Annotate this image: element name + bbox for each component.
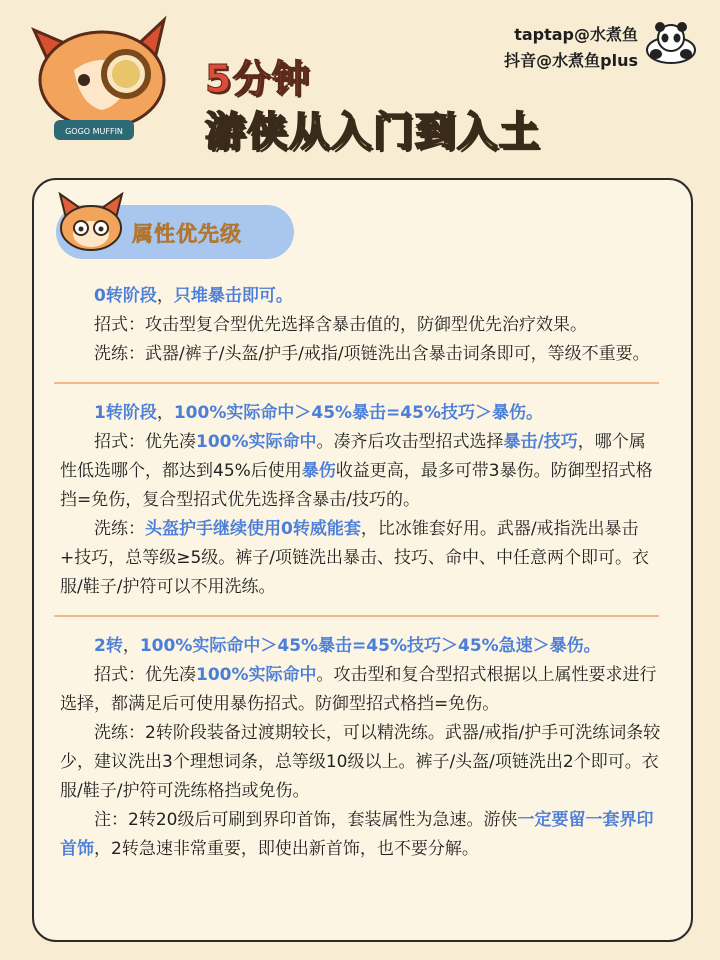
section-badge-label: 属性优先级 <box>132 222 242 246</box>
text: 注：2转20级后可刷到界印首饰，套装属性为急速。游侠 <box>94 810 518 830</box>
mascot-badge-text: GOGO MUFFIN <box>65 127 123 136</box>
stage-1-priority: 100%实际命中＞45%暴击=45%技巧＞暴伤。 <box>173 403 543 423</box>
highlight: 一定要留一套界印首饰 <box>60 810 654 859</box>
text: 收益更高，最多可带3暴伤。防御型招式格挡=免伤，复合型招式优先选择含暴击/技巧的。 <box>60 461 653 510</box>
title-line-1: 5分钟 <box>205 57 311 101</box>
stage-2-skills <box>60 661 662 719</box>
highlight: 100%实际命中 <box>196 665 317 685</box>
credits <box>504 22 638 74</box>
text: ，2转急速非常重要，即使出新首饰，也不要分解。 <box>94 839 479 859</box>
stage-1-heading <box>60 399 662 428</box>
credit-douyin: 抖音@水煮鱼plus <box>504 51 638 70</box>
divider <box>54 382 659 384</box>
stage-0-heading <box>60 282 662 311</box>
stage-0-summary: 只堆暴击即可。 <box>173 286 293 306</box>
comma: ， <box>156 286 174 306</box>
stage-1-label: 1转阶段 <box>94 403 157 423</box>
content-body <box>58 282 664 864</box>
stage-2-heading <box>60 632 662 661</box>
text: 洗练： <box>94 519 145 539</box>
stage-2-refine: 洗练：2转阶段装备过渡期较长，可以精洗练。武器/戒指/护手可洗练词条较少，建议洗出3个理想词条，总等级10级以上。裤子/头盔/项链洗出2个即可。衣服/鞋子/护符可洗练格挡或免伤。 <box>60 723 661 801</box>
stage-2-priority: 100%实际命中＞45%暴击=45%技巧＞45%急速＞暴伤。 <box>139 636 601 656</box>
highlight: 头盔护手继续使用0转威能套 <box>145 519 361 539</box>
stage-0-refine: 洗练：武器/裤子/头盔/护手/戒指/项链洗出含暴击词条即可，等级不重要。 <box>94 344 650 364</box>
cat-head-icon <box>56 190 126 252</box>
text: 。凑齐后攻击型招式选择 <box>316 432 504 452</box>
highlight: 100%实际命中 <box>196 432 317 452</box>
stage-0-skills: 招式：攻击型复合型优先选择含暴击值的，防御型优先治疗效果。 <box>94 315 587 335</box>
highlight: 暴伤 <box>301 461 336 481</box>
stage-2-note <box>60 806 662 864</box>
divider <box>54 615 659 617</box>
mascot-fox-illustration <box>14 10 179 150</box>
comma: ， <box>156 403 174 423</box>
credit-taptap: taptap@水煮鱼 <box>514 25 638 44</box>
panda-icon <box>644 20 698 64</box>
stage-1-refine <box>60 515 662 602</box>
text: 。攻击型和复合型招式根据以上属性要求进行选择，都满足后可使用暴伤招式。防御型招式格挡=免伤。 <box>60 665 657 714</box>
text: ，比冰锥套好用。武器/戒指洗出暴击+技巧，总等级≥5级。裤子/项链洗出暴击、技巧、命中、中任意两个即可。衣服/鞋子/护符可以不用洗练。 <box>60 519 650 597</box>
highlight: 暴击/技巧 <box>503 432 578 452</box>
section-stage-2 <box>58 632 664 864</box>
section-stage-1 <box>58 399 664 602</box>
text: ，哪个属性低选哪个，都达到45%后使用 <box>60 432 646 481</box>
stage-0-label: 0转阶段 <box>94 286 157 306</box>
comma: ， <box>122 636 140 656</box>
stage-2-label: 2转 <box>94 636 123 656</box>
text: 招式：优先凑 <box>94 665 196 685</box>
stage-1-skills <box>60 428 662 515</box>
text: 招式：优先凑 <box>94 432 196 452</box>
title-line-2: 游侠从入门到入土 <box>205 109 541 155</box>
section-stage-0 <box>58 282 664 369</box>
